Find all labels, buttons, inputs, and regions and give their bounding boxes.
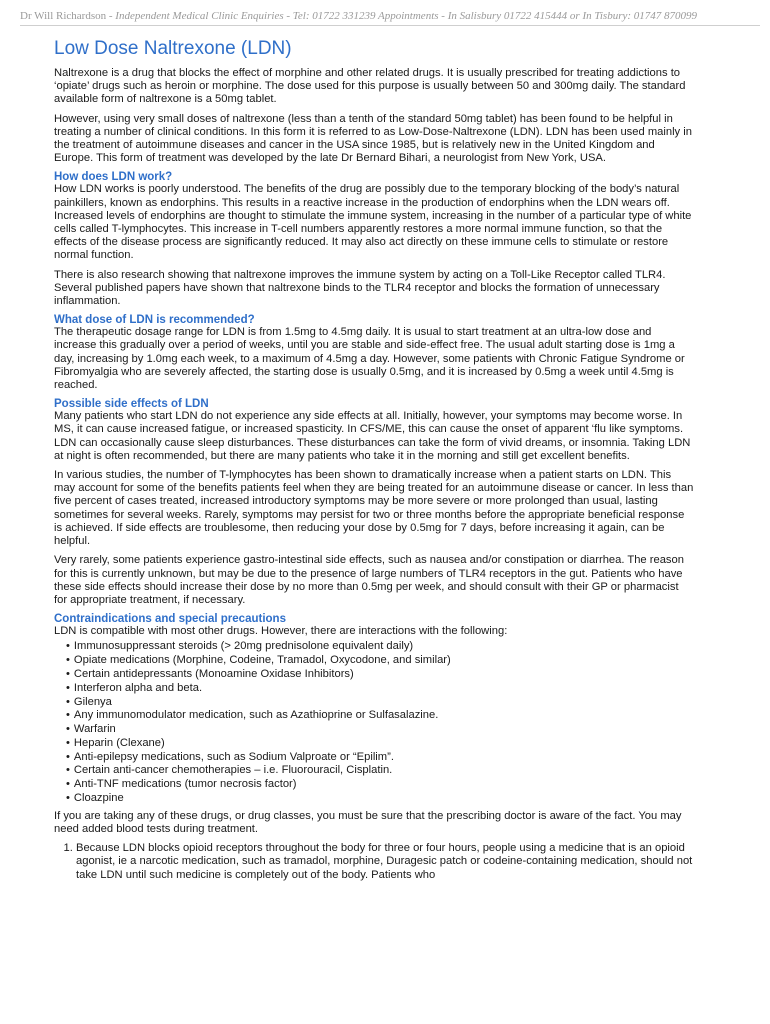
list-item: • Anti-epilepsy medications, such as Sodium Valproate or “Epilim”. [74, 751, 694, 765]
section-heading-contraindications: Contraindications and special precautions [54, 613, 286, 626]
list-item: • Immunosuppressant steroids (> 20mg prednisolone equivalent daily) [74, 640, 694, 654]
intro-paragraph: Naltrexone is a drug that blocks the effect of morphine and other related drugs. It is usually prescribed for treating addictions to ‘opiate’ drugs such as heroin or morphine. The dose used for this purpose is usually between 50 and 300mg daily. The standard available form of naltrexone is a 50mg tablet. [54, 67, 686, 106]
page-title: Low Dose Naltrexone (LDN) [54, 38, 292, 59]
list-item: • Interferon alpha and beta. [74, 682, 694, 696]
list-item: • Anti-TNF medications (tumor necrosis factor) [74, 778, 694, 792]
list-item: • Cloazpine [74, 792, 694, 806]
numbered-list [54, 842, 694, 882]
section-heading-dose: What dose of LDN is recommended? [54, 314, 255, 327]
clinic-contact: - Independent Medical Clinic Enquiries - Tel: 01722 331239 Appointments - In Salisbury 01722 415444 or In Tisbury: 01747 870099 [106, 10, 698, 22]
interaction-list [54, 640, 694, 806]
numbered-item: 1. Because LDN blocks opioid receptors throughout the body for three or four hours, people using a medicine that is an opioid agonist, ie a narcotic medication, such as tramadol, morphine, Duragesic patch or codeine-containing medication, should not take LDN until such medicine is completely out of the body. Patients who [76, 842, 694, 882]
paragraph: In various studies, the number of T-lymphocytes has been shown to dramatically increase when a patient starts on LDN. This may account for some of the benefits patients feel when they are being treated for an autoimmune disease or cancer. In less than five percent of cases treated, increased introductory symptoms may be more severe or more prolonged than usual, lasting sometimes for several weeks. Rarely, symptoms may persist for two or three months before the appropriate beneficial response is achieved. If side effects are troublesome, then reducing your dose by 0.5mg for 7 days, before increasing it again, can be helpful. [54, 469, 694, 548]
section-heading-how-works: How does LDN work? [54, 171, 173, 184]
paragraph: LDN is compatible with most other drugs. However, there are interactions with the following: [54, 625, 508, 638]
list-item: • Gilenya [74, 696, 694, 710]
paragraph: How LDN works is poorly understood. The benefits of the drug are possibly due to the temporary blocking of the body’s natural painkillers, known as endorphins. This results in a reactive increase in the production of endorphins when the LDN wears off. Increased levels of endorphins are thought to stimulate the immune system, increasing in the number of a particular type of white cells called T-lymphocytes. This increase in T-cell numbers apparently restores a more normal immune function, so that the effects of the disease process are significantly reduced. It may also act directly on these immune cells to stimulate or restore normal function. [54, 183, 692, 262]
list-item: • Opiate medications (Morphine, Codeine, Tramadol, Oxycodone, and similar) [74, 654, 694, 668]
list-item: • Any immunomodulator medication, such as Azathioprine or Sulfasalazine. [74, 709, 694, 723]
paragraph: There is also research showing that naltrexone improves the immune system by acting on a Toll-Like Receptor called TLR4. Several published papers have shown that naltrexone binds to the TLR4 receptor and blocks the formation of unnecessary inflammation. [54, 268, 666, 308]
list-item: • Certain antidepressants (Monoamine Oxidase Inhibitors) [74, 668, 694, 682]
list-item: • Certain anti-cancer chemotherapies – i.e. Fluorouracil, Cisplatin. [74, 764, 694, 778]
intro-paragraph: However, using very small doses of naltrexone (less than a tenth of the standard 50mg tablet) has been found to be helpful in treating a number of clinical conditions. In this form it is referred to as Low-Dose-Naltrexone (LDN). LDN has been used mainly in the treatment of autoimmune diseases and cancer in the USA since 1985, but is relatively new in the United Kingdom and Europe. This form of treatment was developed by the late Dr Bernard Bihari, a neurologist from New York, USA. [54, 112, 692, 165]
letterhead [20, 10, 760, 26]
paragraph: If you are taking any of these drugs, or drug classes, you must be sure that the prescribing doctor is aware of the fact. You may need added blood tests during treatment. [54, 809, 682, 836]
list-item: • Warfarin [74, 723, 694, 737]
paragraph: The therapeutic dosage range for LDN is from 1.5mg to 4.5mg daily. It is usual to start treatment at an ultra-low dose and increase this gradually over a period of weeks, until you are stable and side-effect free. The usual adult starting dose is 1mg a day, increasing by 1.0mg each week, to a maximum of 4.5mg a day. However, some patients with Chronic Fatigue Syndrome or Fibromyalgia who are severely affected, the starting dose is usually 0.5mg, and it is increased by 0.5mg a week until 4.5mg is reached. [54, 326, 685, 392]
doctor-name: Dr Will Richardson [20, 10, 107, 22]
section-heading-side-effects: Possible side effects of LDN [54, 398, 209, 411]
paragraph: Many patients who start LDN do not experience any side effects at all. Initially, however, your symptoms may become worse. In MS, it can cause increased fatigue, or increased spasticity. In CFS/ME, this can cause the onset of apparent ‘flu like symptoms. LDN can occasionally cause sleep disturbances. These disturbances can take the form of vivid dreams, or insomnia. Taking LDN at night is often recommended, but there are many patients who take it in the morning and still get excellent benefits. [54, 410, 691, 462]
list-item: • Heparin (Clexane) [74, 737, 694, 751]
document-body [54, 38, 694, 882]
paragraph: Very rarely, some patients experience gastro-intestinal side effects, such as nausea and/or constipation or diarrhea. The reason for this is currently unknown, but may be due to the presence of large numbers of TLR4 receptors in the gut. Patients who have these side effects should increase their dose by no more than 0.5mg per week, and should consult with their GP or pharmacist for appropriate treatment, if necessary. [54, 554, 684, 606]
